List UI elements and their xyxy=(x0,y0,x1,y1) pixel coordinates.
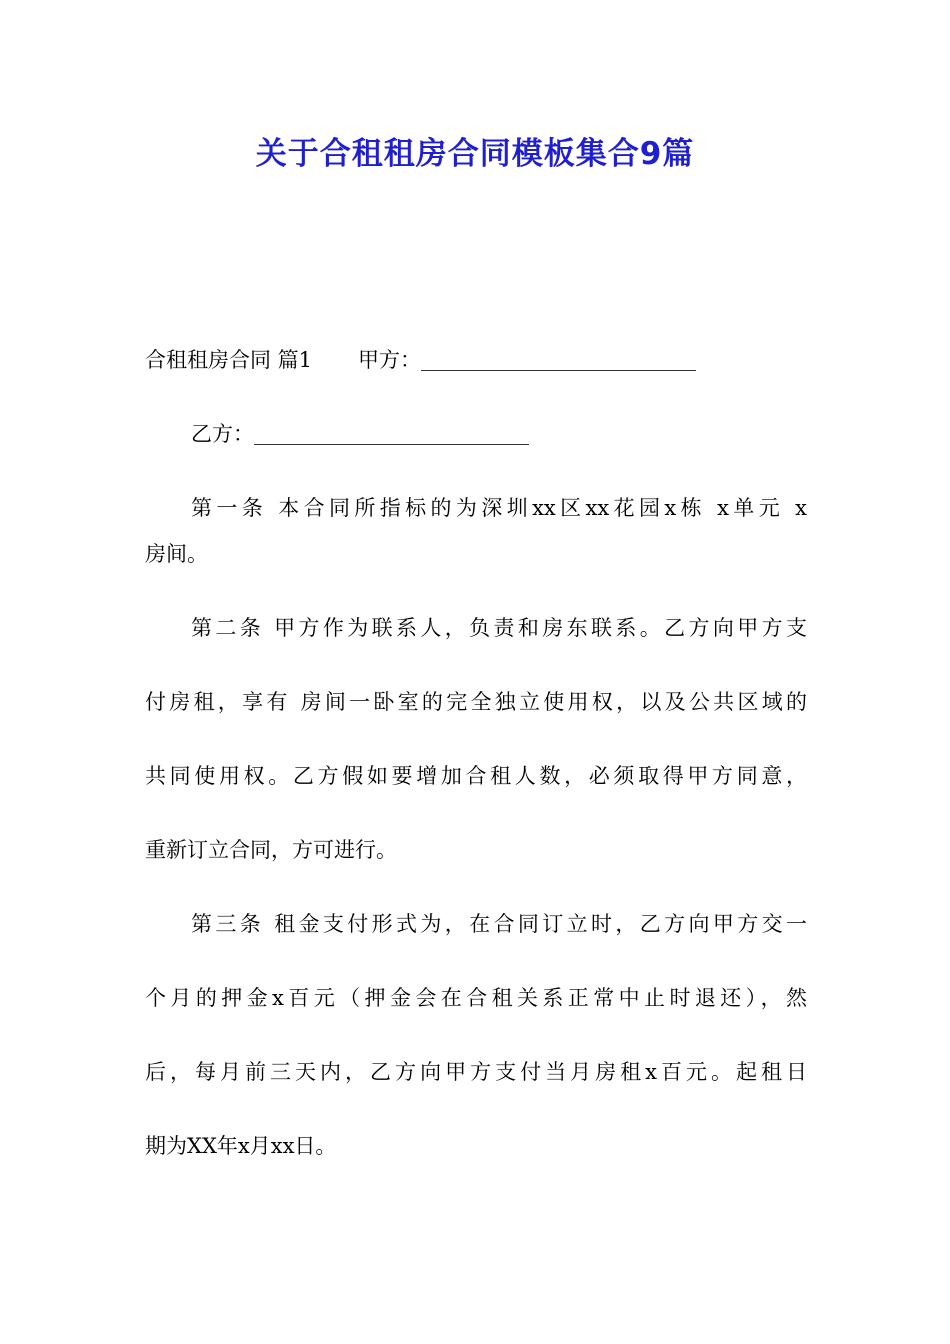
header-line xyxy=(145,337,807,383)
article-line: 付房租，享有 房间一卧室的完全独立使用权，以及公共区域的 xyxy=(145,690,807,714)
article-line: 第一条 本合同所指标的为深圳xx区xx花园x栋 x单元 x xyxy=(191,496,807,520)
article-3 xyxy=(145,901,807,1169)
party-b-blank xyxy=(254,422,529,445)
article-line: 共同使用权。乙方假如要增加合租人数，必须取得甲方同意， xyxy=(145,764,807,788)
article-line: 第二条 甲方作为联系人，负责和房东联系。乙方向甲方支 xyxy=(191,616,807,640)
article-line: 重新订立合同，方可进行。 xyxy=(145,838,397,862)
article-line: 个月的押金x百元（押金会在合租关系正常中止时退还），然 xyxy=(145,986,807,1010)
document-title: 关于合租租房合同模板集合9篇 xyxy=(255,136,695,172)
party-b-label: 乙方： xyxy=(191,422,254,446)
article-line: 第三条 租金支付形式为，在合同订立时，乙方向甲方交一 xyxy=(191,912,807,936)
article-line: 房间。 xyxy=(145,542,208,566)
article-2 xyxy=(145,605,807,873)
article-line: 期为XX年x月xx日。 xyxy=(145,1134,337,1158)
party-b-line xyxy=(145,411,807,457)
section-label: 合租租房合同 篇1 xyxy=(145,348,313,372)
article-1 xyxy=(145,485,807,577)
party-a-label: 甲方： xyxy=(358,348,422,372)
document-body xyxy=(145,337,807,1169)
article-line: 后，每月前三天内，乙方向甲方支付当月房租x百元。起租日 xyxy=(145,1060,807,1084)
party-a-blank xyxy=(421,348,696,371)
